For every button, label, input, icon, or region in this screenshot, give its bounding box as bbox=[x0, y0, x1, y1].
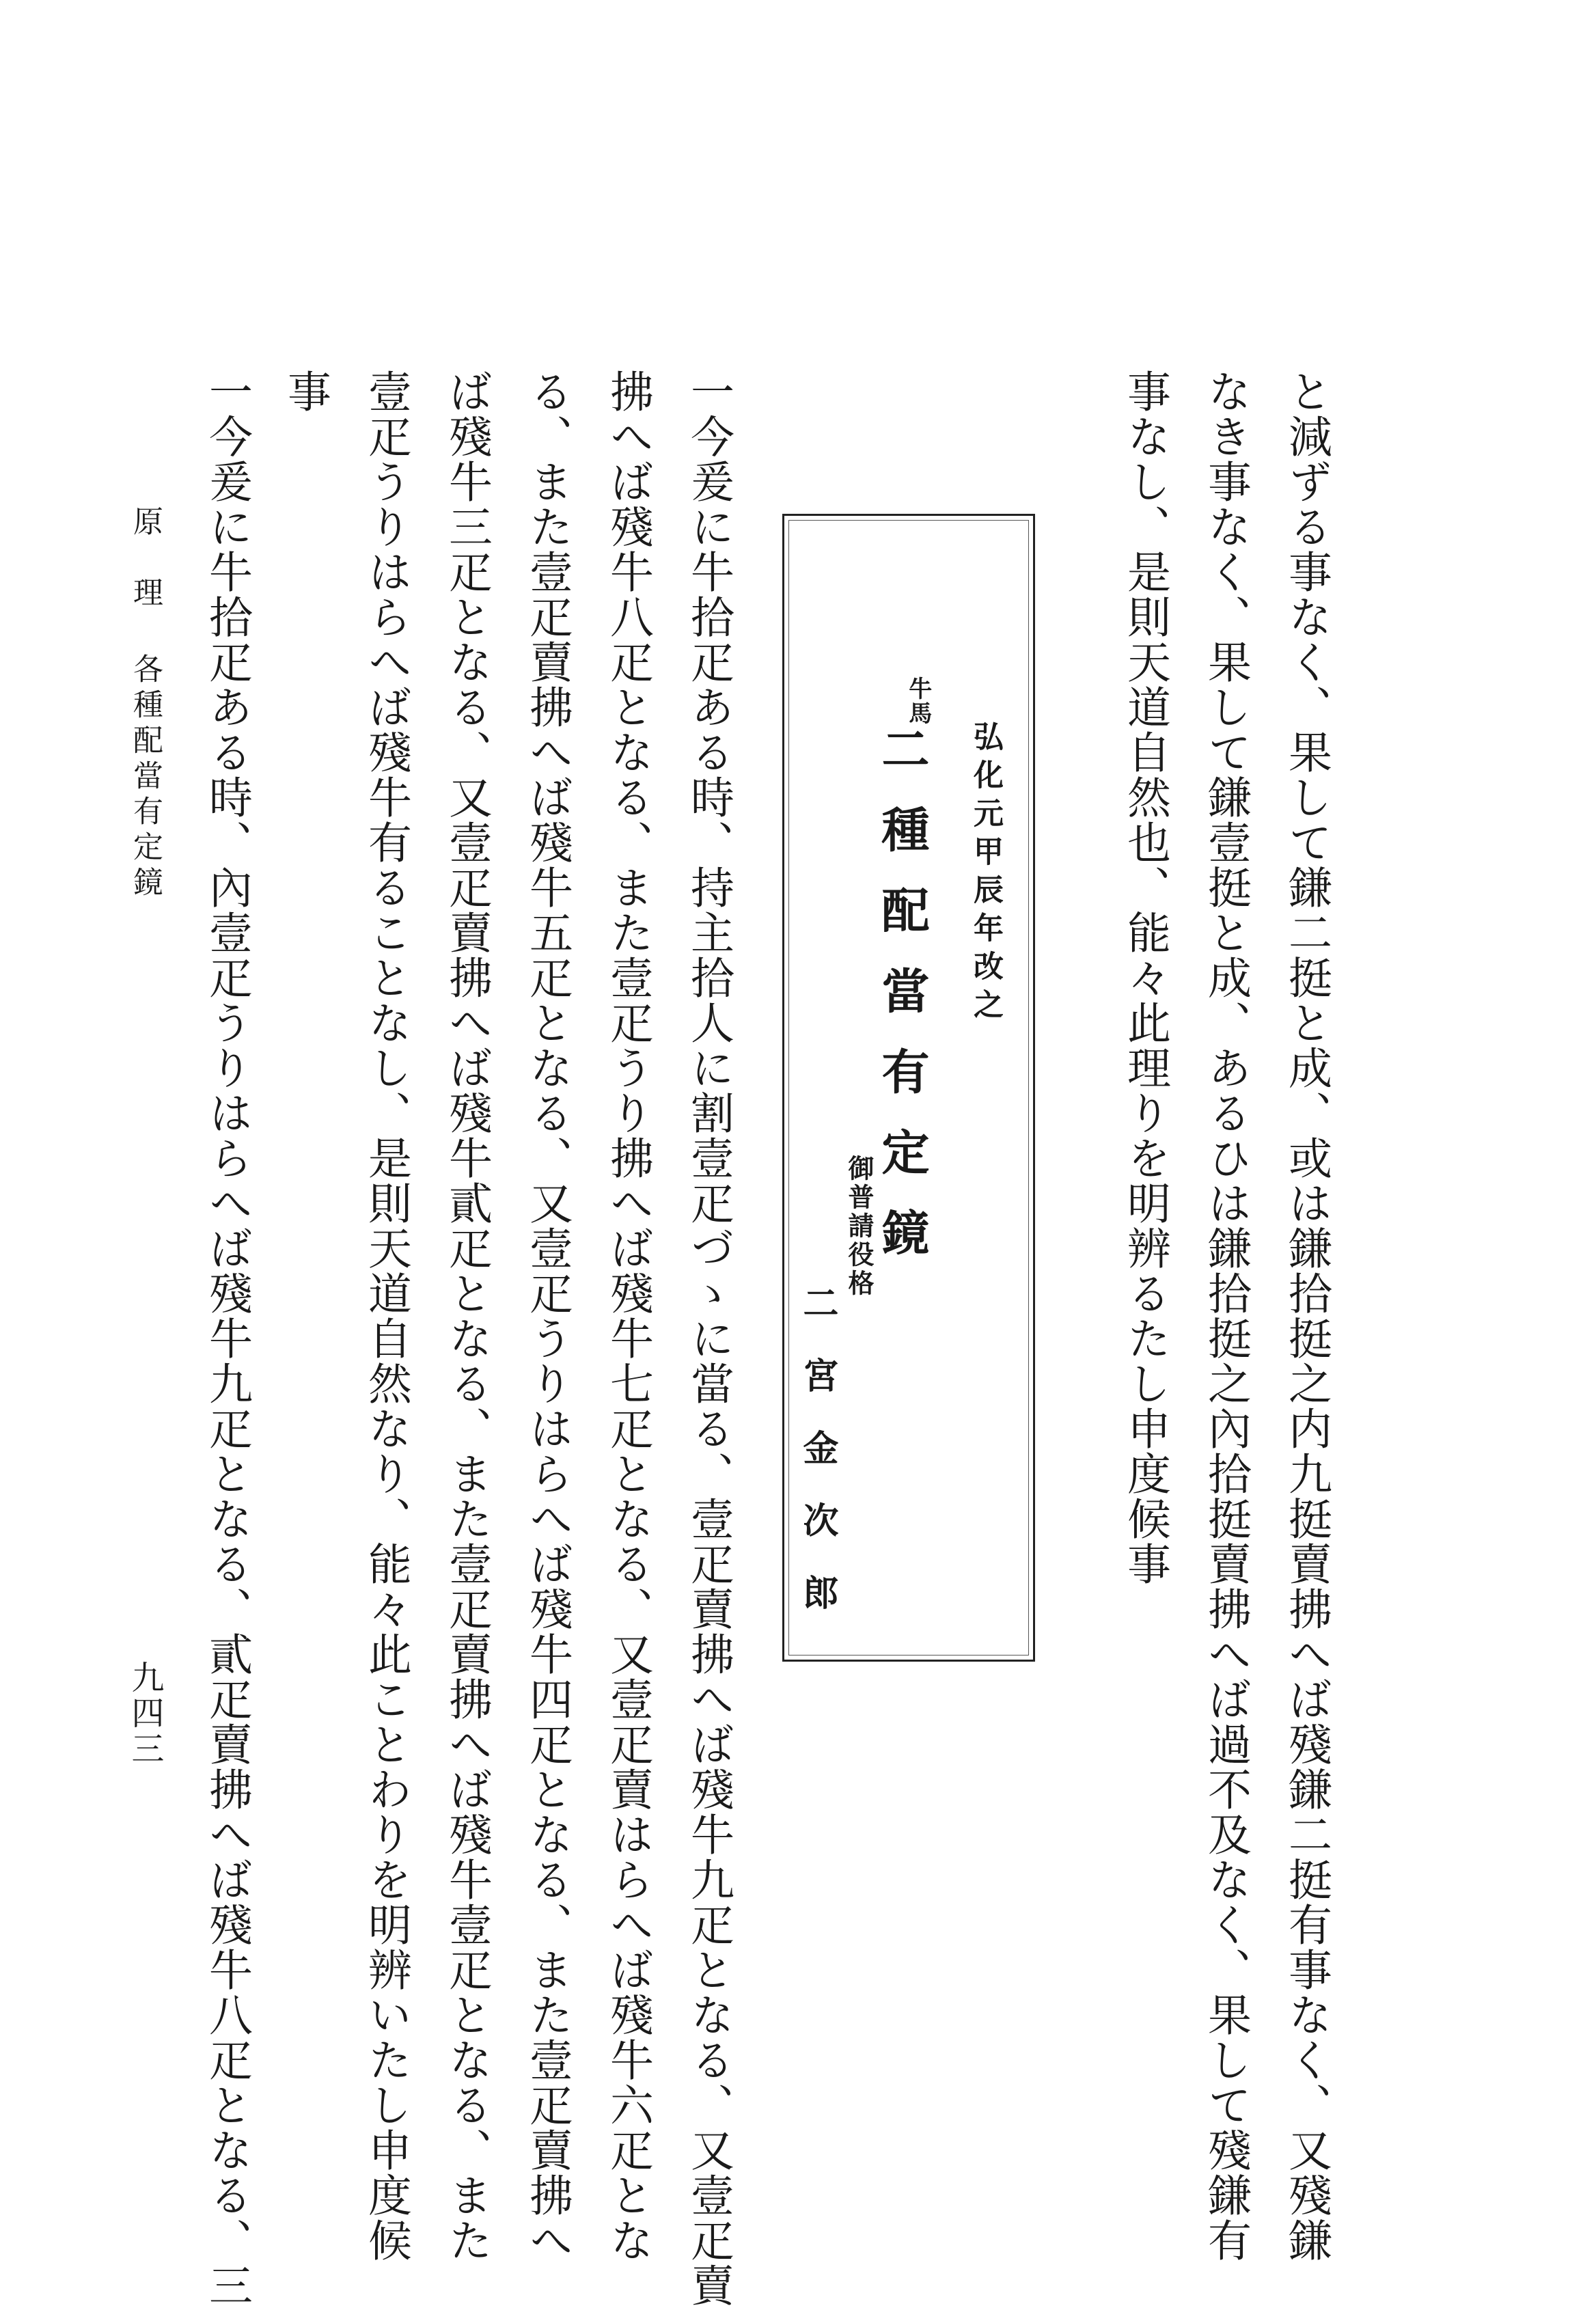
running-title-section: 原 理 bbox=[128, 506, 163, 612]
author-name: 二宮金次郎 bbox=[797, 1284, 838, 1647]
paragraph-3-line-1: 一今爰に牛拾疋ある時、內壹疋うりはらへば殘牛九疋となる、貳疋賣拂へば殘牛八疋となる、三 bbox=[202, 369, 252, 2308]
title-subject-small: 牛馬 bbox=[904, 676, 932, 726]
running-title bbox=[128, 506, 163, 902]
era-line: 弘化元甲辰年改之 bbox=[968, 721, 1003, 1027]
paragraph-2-line-1: 一今爰に牛拾疋ある時、持主拾人に割壹疋づゝに當る、壹疋賣拂へば殘牛九疋となる、又壹疋賣 bbox=[683, 369, 734, 2308]
paragraph-2-line-2: 拂へば殘牛八疋となる、また壹疋うり拂へば殘牛七疋となる、又壹疋賣はらへば殘牛六疋とな bbox=[603, 369, 653, 2263]
paragraph-1-line-3: 事なし、是則天道自然也、能々此理りを明辨るたし申度候事 bbox=[1120, 369, 1170, 1586]
paragraph-1-line-2: なき事なく、果して鎌壹挺と成、あるひは鎌拾挺之內拾挺賣拂へば過不及なく、果して殘鎌有 bbox=[1200, 369, 1251, 2263]
document-title: 二種配當有定鏡 bbox=[874, 724, 931, 1289]
page-number: 九四三 bbox=[126, 1660, 164, 1767]
paragraph-2-line-4: ば殘牛三疋となる、又壹疋賣拂へば殘牛貳疋となる、また壹疋賣拂へば殘牛壹疋となる、また bbox=[441, 369, 492, 2263]
running-title-name: 各種配當有定鏡 bbox=[128, 653, 163, 902]
paragraph-2-line-5: 壹疋うりはらへば殘牛有ることなし、是則天道自然なり、能々此ことわりを明辨いたし申度候 bbox=[361, 369, 411, 2263]
paragraph-2-line-6: 事 bbox=[280, 369, 331, 414]
paragraph-2-line-3: る、また壹疋賣拂へば殘牛五疋となる、又壹疋うりはらへば殘牛四疋となる、また壹疋賣拂へ bbox=[522, 369, 573, 2263]
paragraph-1-line-1: と減ずる事なく、果して鎌二挺と成、或は鎌拾挺之内九挺賣拂へば殘鎌二挺有事なく、又殘鎌 bbox=[1281, 369, 1332, 2263]
author-role: 御普請役格 bbox=[844, 1155, 875, 1298]
